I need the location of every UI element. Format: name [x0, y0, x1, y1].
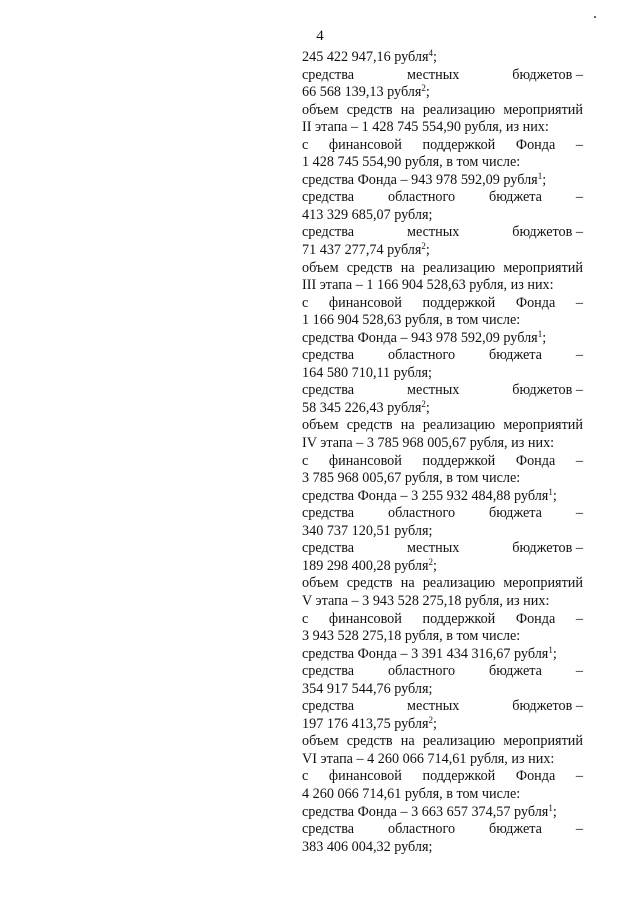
text-fragment: Фонда: [515, 136, 556, 153]
text-line: [302, 540, 583, 558]
text-fragment: средства: [302, 698, 355, 715]
text-line: [302, 365, 583, 383]
text-line: [302, 242, 583, 260]
text-fragment: 1 166 904 528,63 рубля, в том числе:: [302, 312, 521, 329]
text-fragment: мероприятий: [503, 259, 583, 276]
text-fragment: Фонда: [515, 768, 556, 785]
text-fragment: 71 437 277,74 рубля: [302, 242, 422, 259]
line-end-punctuation: ;: [552, 803, 557, 820]
text-fragment: средства: [302, 663, 355, 680]
text-fragment: объем: [302, 259, 339, 276]
text-fragment: 4 260 066 714,61 рубля, в том числе:: [302, 785, 521, 802]
text-fragment: поддержкой: [422, 768, 496, 785]
footnote-marker: 1: [537, 170, 543, 181]
text-line: [302, 435, 583, 453]
text-fragment: поддержкой: [422, 294, 496, 311]
text-line: [302, 839, 583, 857]
text-fragment: средства Фонда – 943 978 592,09 рубля: [302, 171, 538, 188]
text-fragment: средства: [302, 821, 355, 838]
text-fragment: поддержкой: [422, 136, 496, 153]
text-fragment: средства: [302, 382, 355, 399]
text-fragment: местных: [406, 540, 460, 557]
text-fragment: местных: [406, 382, 460, 399]
text-fragment: –: [575, 189, 583, 206]
text-fragment: местных: [406, 66, 460, 83]
text-fragment: областного: [387, 821, 456, 838]
text-fragment: Фонда: [515, 294, 556, 311]
text-fragment: средства: [302, 540, 355, 557]
text-fragment: бюджета: [489, 189, 542, 206]
text-fragment: средства Фонда – 3 255 932 484,88 рубля: [302, 487, 549, 504]
text-line: [302, 681, 583, 699]
text-line: [302, 523, 583, 541]
text-fragment: реализацию: [422, 733, 496, 750]
text-fragment: реализацию: [422, 259, 496, 276]
text-fragment: –: [575, 505, 583, 522]
footnote-marker: 4: [428, 48, 434, 58]
footnote-marker: 2: [421, 241, 426, 252]
text-fragment: бюджета: [489, 663, 542, 680]
text-fragment: мероприятий: [503, 575, 583, 592]
text-fragment: с: [302, 452, 309, 469]
text-fragment: областного: [387, 505, 456, 522]
text-fragment: с: [302, 136, 309, 153]
text-fragment: средства Фонда – 943 978 592,09 рубля: [302, 329, 538, 346]
text-line: [302, 260, 583, 278]
text-fragment: –: [575, 452, 583, 469]
text-line: [302, 137, 583, 155]
text-fragment: на: [400, 417, 415, 434]
text-fragment: объем: [302, 575, 339, 592]
text-fragment: средства Фонда – 3 663 657 374,57 рубля: [302, 803, 549, 820]
text-line: [302, 453, 583, 471]
text-line: [302, 400, 583, 418]
text-fragment: на: [400, 259, 415, 276]
text-fragment: областного: [387, 347, 456, 364]
text-line: [302, 207, 583, 225]
text-fragment: средств: [346, 417, 393, 434]
line-end-punctuation: ;: [425, 84, 430, 101]
text-fragment: средств: [346, 101, 393, 118]
footnote-marker: 1: [537, 328, 543, 339]
text-fragment: с: [302, 768, 309, 785]
text-fragment: –: [575, 610, 583, 627]
text-fragment: 189 298 400,28 рубля: [302, 557, 429, 574]
text-fragment: средства: [302, 347, 355, 364]
text-line: [302, 295, 583, 313]
text-line: [302, 382, 583, 400]
text-fragment: финансовой: [328, 294, 402, 311]
text-line: [302, 330, 583, 348]
text-line: [302, 505, 583, 523]
text-line: [302, 558, 583, 576]
text-fragment: бюджетов –: [512, 66, 583, 83]
text-fragment: бюджета: [489, 821, 542, 838]
footnote-marker: 1: [548, 644, 553, 655]
text-fragment: –: [575, 663, 583, 680]
text-fragment: областного: [387, 189, 456, 206]
text-fragment: 354 917 544,76 рубля;: [302, 680, 433, 697]
text-fragment: 3 785 968 005,67 рубля, в том числе:: [302, 470, 521, 487]
text-fragment: реализацию: [422, 101, 496, 118]
page-number: 4: [316, 28, 324, 44]
text-fragment: II этапа – 1 428 745 554,90 рубля, из них:: [302, 119, 549, 136]
text-line: [302, 716, 583, 734]
text-fragment: объем: [302, 733, 339, 750]
text-fragment: бюджетов –: [512, 382, 583, 399]
line-end-punctuation: ;: [433, 557, 437, 574]
text-line: [302, 768, 583, 786]
text-fragment: 1 428 745 554,90 рубля, в том числе:: [302, 154, 521, 171]
text-fragment: –: [575, 821, 583, 838]
footnote-marker: 2: [428, 714, 434, 725]
footnote-marker: 2: [428, 556, 434, 567]
text-line: [302, 786, 583, 804]
text-fragment: VI этапа – 4 260 066 714,61 рубля, из них:: [302, 750, 555, 767]
text-line: [302, 804, 583, 822]
text-fragment: Фонда: [515, 452, 556, 469]
text-fragment: финансовой: [328, 136, 402, 153]
text-fragment: 164 580 710,11 рубля;: [302, 364, 432, 381]
line-end-punctuation: ;: [425, 242, 430, 259]
text-fragment: объем: [302, 417, 339, 434]
text-fragment: бюджета: [489, 347, 542, 364]
text-fragment: –: [575, 347, 583, 364]
text-fragment: реализацию: [422, 575, 496, 592]
line-end-punctuation: ;: [433, 715, 437, 732]
text-fragment: III этапа – 1 166 904 528,63 рубля, из них:: [302, 277, 554, 294]
line-end-punctuation: ;: [552, 487, 557, 504]
text-line: [302, 488, 583, 506]
text-line: [302, 821, 583, 839]
text-line: [302, 312, 583, 330]
text-line: [302, 102, 583, 120]
text-line: [302, 84, 583, 102]
text-fragment: средств: [346, 575, 393, 592]
footnote-marker: 1: [548, 486, 553, 497]
line-end-punctuation: ;: [552, 645, 557, 662]
text-fragment: средства: [302, 189, 355, 206]
text-line: [302, 733, 583, 751]
footnote-marker: 1: [548, 802, 553, 813]
text-fragment: с: [302, 610, 309, 627]
text-line: [302, 628, 583, 646]
line-end-punctuation: ;: [542, 329, 547, 346]
text-fragment: средств: [346, 733, 393, 750]
text-line: [302, 575, 583, 593]
footnote-marker: 2: [421, 398, 426, 409]
text-fragment: бюджетов –: [512, 540, 583, 557]
text-fragment: поддержкой: [422, 452, 496, 469]
text-line: [302, 646, 583, 664]
text-line: [302, 119, 583, 137]
text-fragment: 58 345 226,43 рубля: [302, 399, 422, 416]
text-fragment: 413 329 685,07 рубля;: [302, 206, 433, 223]
text-fragment: 383 406 004,32 рубля;: [302, 838, 433, 855]
text-fragment: средств: [346, 259, 393, 276]
text-fragment: средства: [302, 224, 355, 241]
text-line: [302, 751, 583, 769]
text-line: [302, 49, 583, 67]
text-fragment: финансовой: [328, 768, 402, 785]
text-fragment: средства Фонда – 3 391 434 316,67 рубля: [302, 645, 549, 662]
text-fragment: мероприятий: [503, 733, 583, 750]
text-fragment: мероприятий: [503, 417, 583, 434]
text-line: [302, 663, 583, 681]
line-end-punctuation: ;: [542, 171, 547, 188]
text-fragment: V этапа – 3 943 528 275,18 рубля, из них:: [302, 592, 550, 609]
text-line: [302, 470, 583, 488]
text-line: [302, 698, 583, 716]
line-end-punctuation: ;: [425, 399, 430, 416]
text-fragment: областного: [387, 663, 456, 680]
text-fragment: Фонда: [515, 610, 556, 627]
text-line: [302, 189, 583, 207]
text-fragment: 66 568 139,13 рубля: [302, 84, 422, 101]
text-fragment: местных: [406, 224, 460, 241]
text-fragment: объем: [302, 101, 339, 118]
text-fragment: на: [400, 733, 415, 750]
footnote-marker: 2: [421, 83, 426, 94]
text-fragment: средства: [302, 66, 355, 83]
text-fragment: местных: [406, 698, 460, 715]
text-line: [302, 172, 583, 190]
text-fragment: бюджетов –: [512, 224, 583, 241]
text-fragment: 197 176 413,75 рубля: [302, 715, 429, 732]
text-line: [302, 417, 583, 435]
text-fragment: реализацию: [422, 417, 496, 434]
text-fragment: –: [575, 768, 583, 785]
text-line: [302, 593, 583, 611]
text-fragment: финансовой: [328, 452, 402, 469]
text-fragment: бюджета: [489, 505, 542, 522]
text-line: [302, 611, 583, 629]
text-fragment: финансовой: [328, 610, 402, 627]
text-fragment: средства: [302, 505, 355, 522]
text-fragment: –: [575, 294, 583, 311]
text-line: [302, 224, 583, 242]
text-fragment: –: [575, 136, 583, 153]
text-fragment: 340 737 120,51 рубля;: [302, 522, 433, 539]
scan-speck: [594, 16, 596, 18]
text-fragment: поддержкой: [422, 610, 496, 627]
text-fragment: 245 422 947,16 рубля: [302, 49, 429, 65]
text-line: [302, 347, 583, 365]
text-line: [302, 277, 583, 295]
text-line: [302, 154, 583, 172]
text-fragment: бюджетов –: [512, 698, 583, 715]
document-text-column: [302, 49, 583, 856]
text-fragment: на: [400, 575, 415, 592]
line-end-punctuation: ;: [433, 49, 437, 65]
text-fragment: на: [400, 101, 415, 118]
text-fragment: IV этапа – 3 785 968 005,67 рубля, из них:: [302, 435, 555, 452]
text-fragment: 3 943 528 275,18 рубля, в том числе:: [302, 628, 521, 645]
text-fragment: мероприятий: [503, 101, 583, 118]
text-fragment: с: [302, 294, 309, 311]
text-line: [302, 67, 583, 85]
